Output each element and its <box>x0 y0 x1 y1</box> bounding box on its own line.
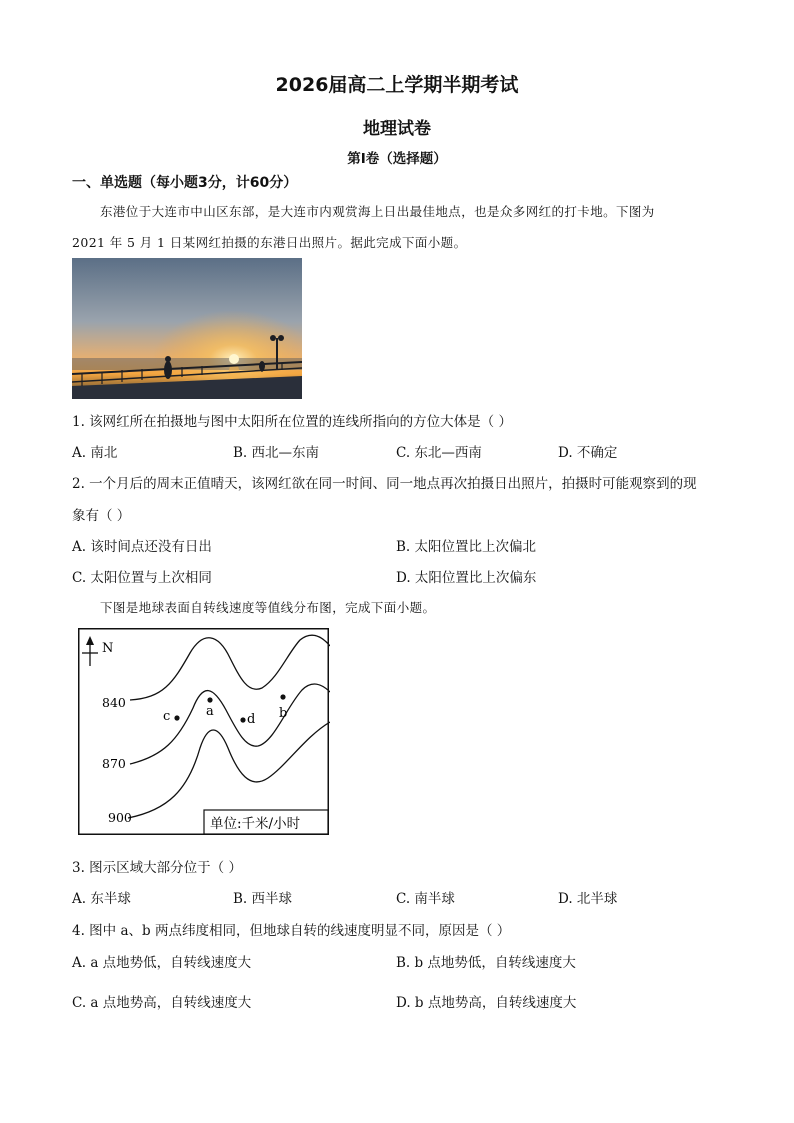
contour-label-840: 840 <box>102 695 126 710</box>
map-frame <box>79 629 329 835</box>
point-c <box>174 715 179 720</box>
q4-option-a[interactable]: A. a 点地势低，自转线速度大 <box>72 955 252 971</box>
q1-option-a[interactable]: A. 南北 <box>72 445 118 461</box>
question-3: 3. 图示区域大部分位于（ ） <box>72 860 242 876</box>
question-4: 4. 图中 a、b 两点纬度相同，但地球自转的线速度明显不同，原因是（ ） <box>72 923 511 939</box>
volume-title: 第Ⅰ卷（选择题） <box>347 151 447 167</box>
point-d <box>240 717 245 722</box>
q2-option-b[interactable]: B. 太阳位置比上次偏北 <box>396 539 537 555</box>
question-2-line2: 象有（ ） <box>72 508 131 524</box>
question-1: 1. 该网红所在拍摄地与图中太阳所在位置的连线所指向的方位大体是（ ） <box>72 414 512 430</box>
sunrise-photo <box>72 258 302 399</box>
q2-option-a[interactable]: A. 该时间点还没有日出 <box>72 539 212 555</box>
north-label: N <box>102 641 114 656</box>
section-title: 一、单选题（每小题3分，计60分） <box>72 175 298 191</box>
q3-option-b[interactable]: B. 西半球 <box>233 891 293 907</box>
passage2-line1: 下图是地球表面自转线速度等值线分布图，完成下面小题。 <box>100 600 436 615</box>
q4-option-d[interactable]: D. b 点地势高，自转线速度大 <box>396 995 577 1011</box>
passage1-line1: 东港位于大连市中山区东部，是大连市内观赏海上日出最佳地点，也是众多网红的打卡地。下图为 <box>100 204 655 219</box>
passage1-line2: 2021 年 5 月 1 日某网红拍摄的东港日出照片。据此完成下面小题。 <box>72 235 467 250</box>
q4-option-c[interactable]: C. a 点地势高，自转线速度大 <box>72 995 252 1011</box>
contour-label-870: 870 <box>102 756 126 771</box>
q3-option-c[interactable]: C. 南半球 <box>396 891 455 907</box>
point-label-b: b <box>279 706 288 721</box>
contour-map-drawing <box>78 628 330 836</box>
q2-option-c[interactable]: C. 太阳位置与上次相同 <box>72 570 212 586</box>
question-2-line1: 2. 一个月后的周末正值晴天，该网红欲在同一时间、同一地点再次拍摄日出照片，拍摄时可能观察到的现 <box>72 476 697 492</box>
q1-option-b[interactable]: B. 西北—东南 <box>233 445 320 461</box>
sunrise-photo-drawing <box>72 258 302 399</box>
exam-title: 2026届高二上学期半期考试 <box>275 74 519 96</box>
point-label-d: d <box>247 712 256 727</box>
point-label-a: a <box>206 704 214 719</box>
q2-option-d[interactable]: D. 太阳位置比上次偏东 <box>396 570 537 586</box>
point-b <box>280 694 285 699</box>
q3-option-a[interactable]: A. 东半球 <box>72 891 131 907</box>
q3-option-d[interactable]: D. 北半球 <box>558 891 618 907</box>
q1-option-d[interactable]: D. 不确定 <box>558 445 618 461</box>
unit-label: 单位:千米/小时 <box>210 816 301 832</box>
contour-label-900: 900 <box>108 810 132 825</box>
q1-option-c[interactable]: C. 东北—西南 <box>396 445 482 461</box>
subject-title: 地理试卷 <box>363 119 431 139</box>
point-a <box>207 697 212 702</box>
point-label-c: c <box>163 709 171 724</box>
q4-option-b[interactable]: B. b 点地势低，自转线速度大 <box>396 955 576 971</box>
rotation-speed-map <box>78 628 330 836</box>
